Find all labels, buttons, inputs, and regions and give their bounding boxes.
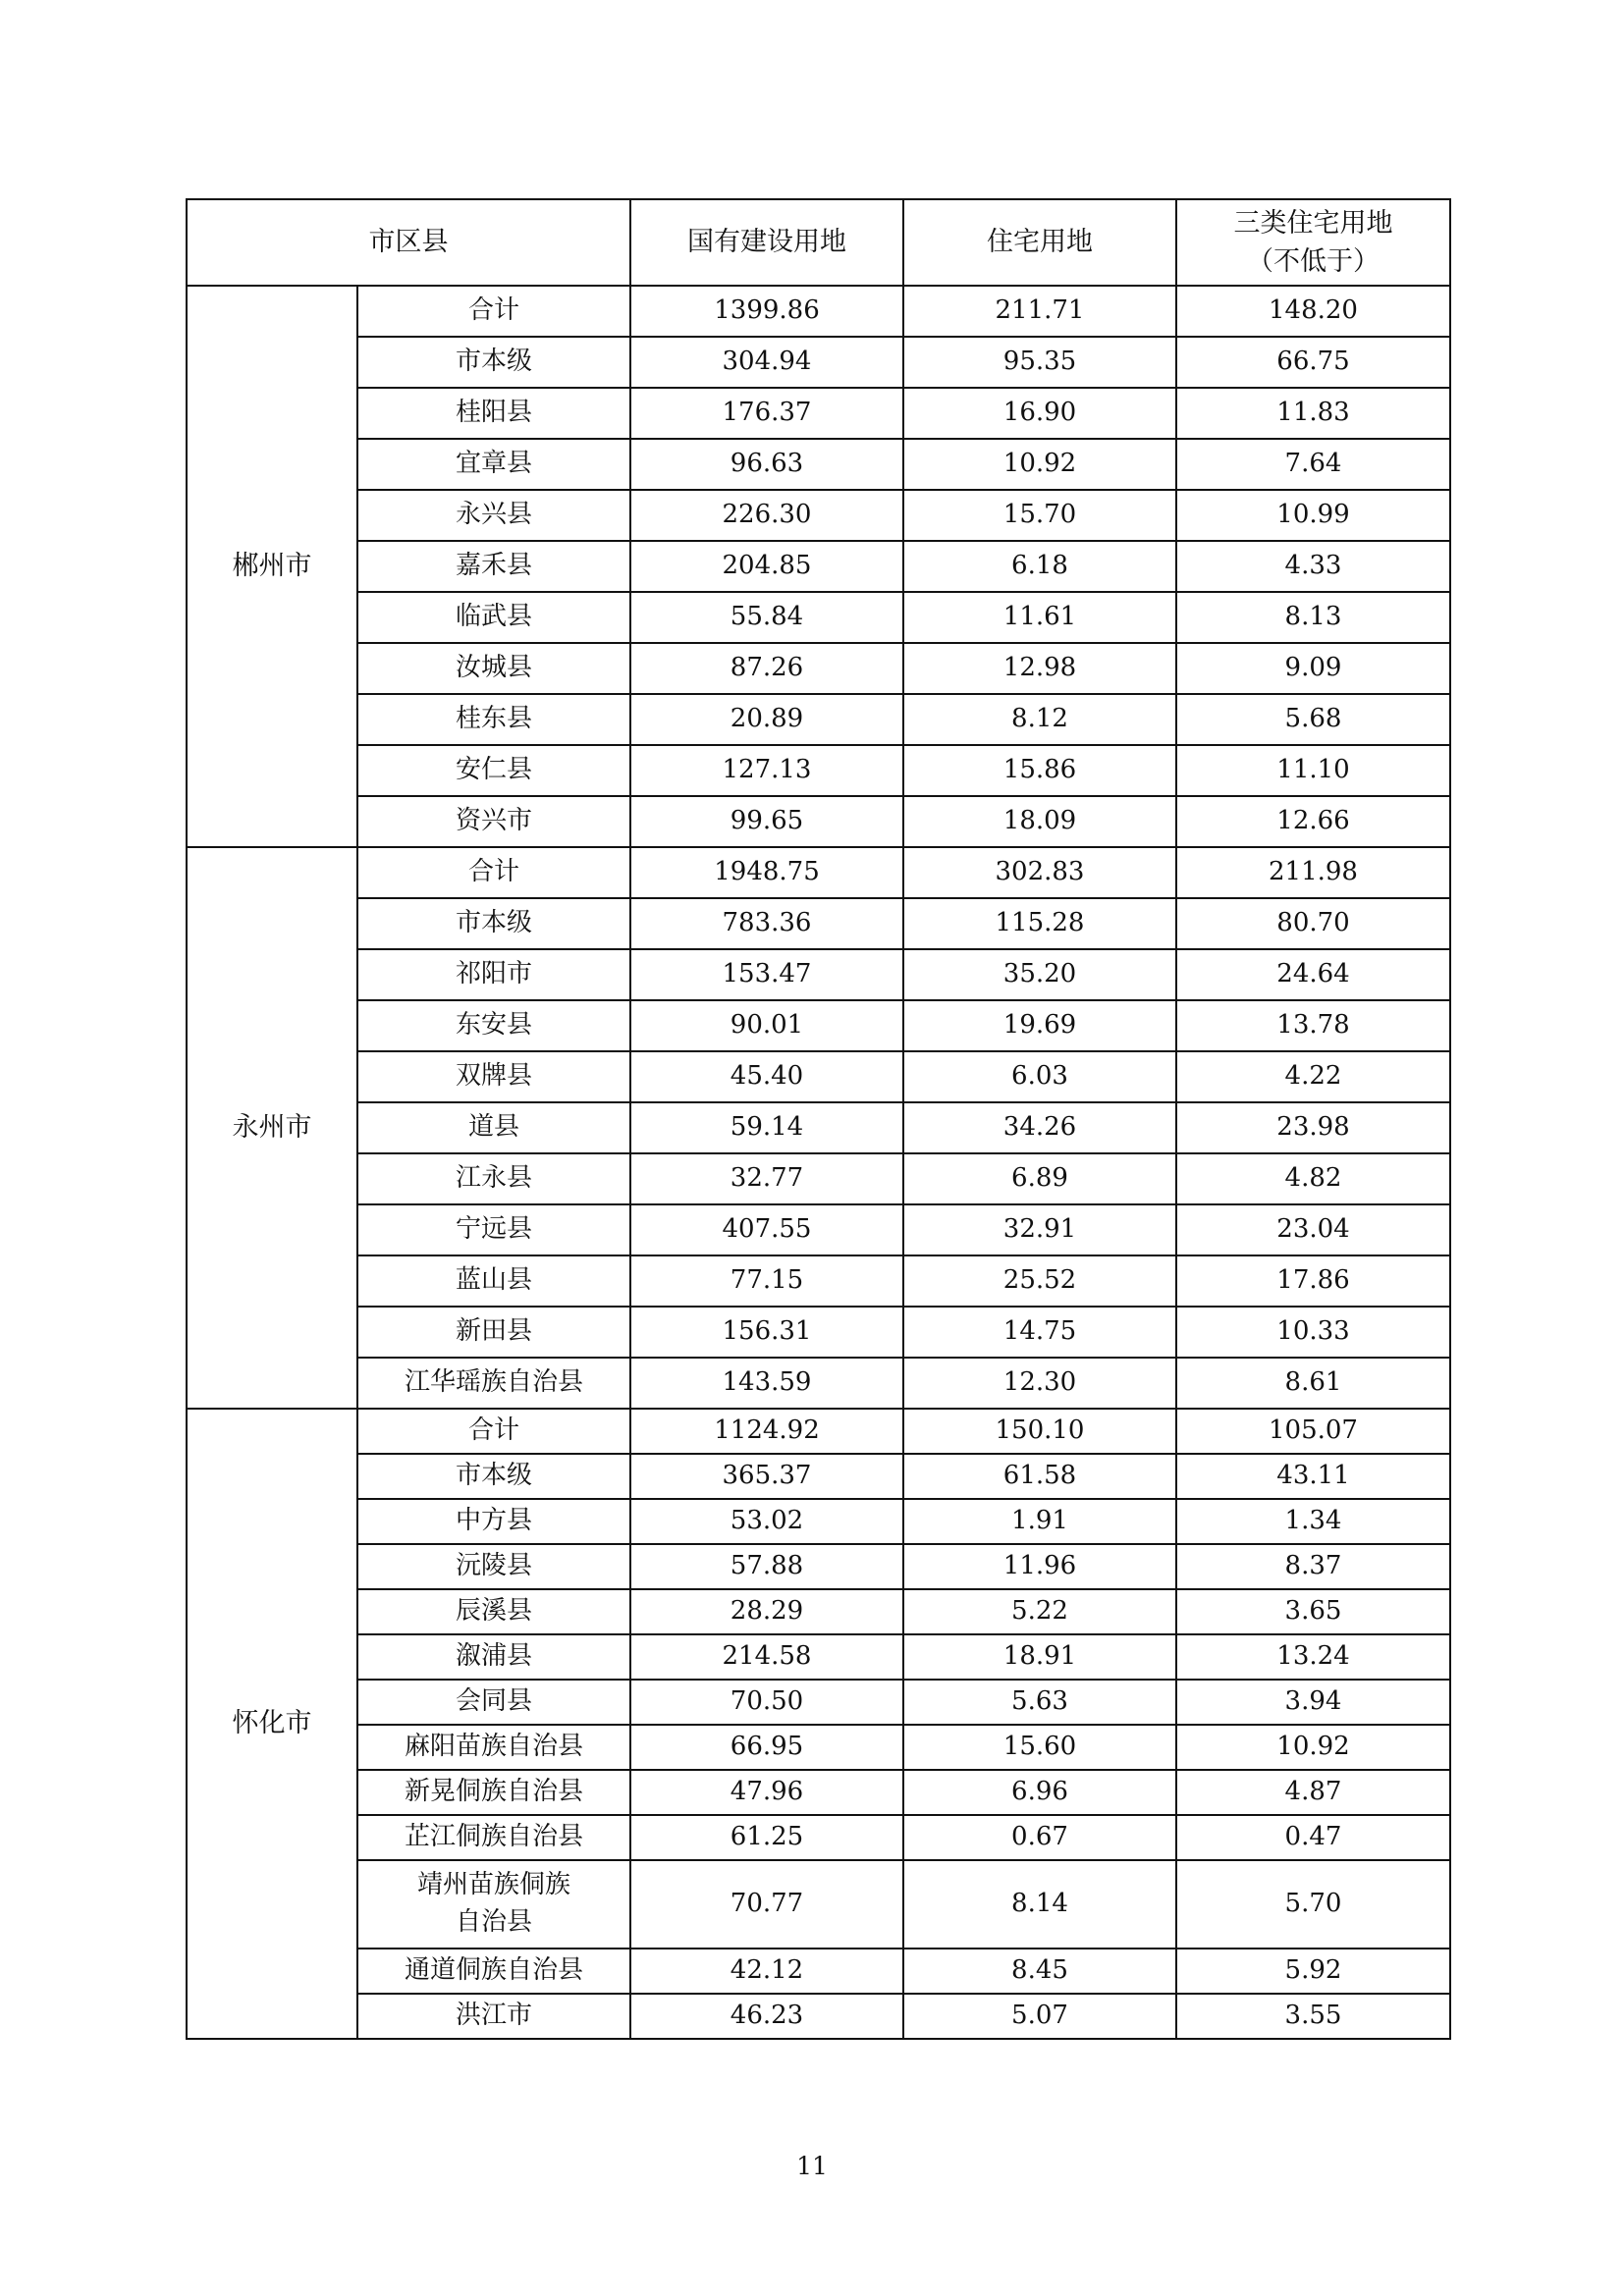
class3-residential-cell: 4.33 [1176,541,1450,592]
state-owned-cell: 53.02 [630,1499,903,1544]
residential-cell: 11.61 [903,592,1176,643]
table-row [187,796,1450,847]
state-owned-cell: 90.01 [630,1000,903,1051]
residential-cell: 32.91 [903,1204,1176,1255]
table-row [187,694,1450,745]
county-cell: 合计 [357,847,630,898]
class3-residential-cell: 211.98 [1176,847,1450,898]
state-owned-cell: 70.77 [630,1860,903,1949]
table-row [187,1051,1450,1102]
class3-residential-cell: 0.47 [1176,1815,1450,1860]
residential-cell: 6.18 [903,541,1176,592]
table-row [187,337,1450,388]
county-name-line1: 靖州苗族侗族 [416,1870,570,1900]
county-cell: 市本级 [357,337,630,388]
class3-residential-cell: 105.07 [1176,1409,1450,1454]
residential-cell: 8.45 [903,1949,1176,1994]
class3-residential-cell: 13.78 [1176,1000,1450,1051]
state-owned-cell: 96.63 [630,439,903,490]
table-row [187,592,1450,643]
class3-residential-cell: 10.33 [1176,1307,1450,1358]
residential-cell: 6.96 [903,1770,1176,1815]
table-row [187,1454,1450,1499]
table-row [187,643,1450,694]
class3-residential-cell: 3.55 [1176,1994,1450,2039]
residential-cell: 11.96 [903,1544,1176,1589]
state-owned-cell: 365.37 [630,1454,903,1499]
county-cell: 新田县 [357,1307,630,1358]
table-row [187,1949,1450,1994]
residential-cell: 12.98 [903,643,1176,694]
residential-cell: 1.91 [903,1499,1176,1544]
state-owned-cell: 156.31 [630,1307,903,1358]
county-cell: 江华瑶族自治县 [357,1358,630,1409]
county-cell: 安仁县 [357,745,630,796]
state-owned-cell: 66.95 [630,1725,903,1770]
table-row [187,490,1450,541]
residential-cell: 16.90 [903,388,1176,439]
residential-cell: 302.83 [903,847,1176,898]
county-cell: 资兴市 [357,796,630,847]
county-cell: 东安县 [357,1000,630,1051]
county-cell: 道县 [357,1102,630,1153]
class3-residential-cell: 43.11 [1176,1454,1450,1499]
residential-cell: 150.10 [903,1409,1176,1454]
county-cell: 沅陵县 [357,1544,630,1589]
class3-residential-cell: 80.70 [1176,898,1450,949]
residential-cell: 34.26 [903,1102,1176,1153]
residential-cell: 5.07 [903,1994,1176,2039]
table-row [187,898,1450,949]
table-row [187,1815,1450,1860]
header-class3-line2: （不低于） [1247,246,1380,277]
state-owned-cell: 28.29 [630,1589,903,1634]
class3-residential-cell: 13.24 [1176,1634,1450,1680]
table-row [187,1409,1450,1454]
table-row [187,1204,1450,1255]
table-row [187,541,1450,592]
table-row [187,1000,1450,1051]
county-cell: 中方县 [357,1499,630,1544]
state-owned-cell: 1399.86 [630,286,903,337]
residential-cell: 95.35 [903,337,1176,388]
county-cell: 嘉禾县 [357,541,630,592]
class3-residential-cell: 148.20 [1176,286,1450,337]
table-row [187,1589,1450,1634]
county-cell: 合计 [357,286,630,337]
state-owned-cell: 127.13 [630,745,903,796]
county-cell: 汝城县 [357,643,630,694]
table-row [187,1153,1450,1204]
table-row [187,1994,1450,2039]
residential-cell: 15.86 [903,745,1176,796]
state-owned-cell: 32.77 [630,1153,903,1204]
class3-residential-cell: 23.04 [1176,1204,1450,1255]
state-owned-cell: 59.14 [630,1102,903,1153]
state-owned-cell: 1124.92 [630,1409,903,1454]
class3-residential-cell: 4.87 [1176,1770,1450,1815]
county-cell: 桂阳县 [357,388,630,439]
residential-cell: 18.09 [903,796,1176,847]
class3-residential-cell: 10.92 [1176,1725,1450,1770]
class3-residential-cell: 12.66 [1176,796,1450,847]
city-cell: 郴州市 [187,286,357,847]
residential-cell: 5.63 [903,1680,1176,1725]
county-cell: 宁远县 [357,1204,630,1255]
state-owned-cell: 57.88 [630,1544,903,1589]
state-owned-cell: 77.15 [630,1255,903,1307]
land-supply-table [186,198,1451,2040]
state-owned-cell: 783.36 [630,898,903,949]
table-row [187,949,1450,1000]
class3-residential-cell: 11.10 [1176,745,1450,796]
county-cell: 临武县 [357,592,630,643]
residential-cell: 6.89 [903,1153,1176,1204]
residential-cell: 0.67 [903,1815,1176,1860]
class3-residential-cell: 4.82 [1176,1153,1450,1204]
county-name-line2: 自治县 [455,1907,532,1937]
state-owned-cell: 45.40 [630,1051,903,1102]
class3-residential-cell: 8.37 [1176,1544,1450,1589]
state-owned-cell: 70.50 [630,1680,903,1725]
table-row [187,439,1450,490]
table-row [187,1255,1450,1307]
table-row [187,286,1450,337]
table-row [187,1499,1450,1544]
county-cell: 市本级 [357,1454,630,1499]
state-owned-cell: 61.25 [630,1815,903,1860]
county-cell: 宜章县 [357,439,630,490]
table-row [187,1102,1450,1153]
class3-residential-cell: 66.75 [1176,337,1450,388]
county-cell: 通道侗族自治县 [357,1949,630,1994]
class3-residential-cell: 10.99 [1176,490,1450,541]
header-region: 市区县 [187,199,630,286]
county-cell: 麻阳苗族自治县 [357,1725,630,1770]
header-residential-land: 住宅用地 [903,199,1176,286]
header-class3-line1: 三类住宅用地 [1233,207,1393,239]
state-owned-cell: 176.37 [630,388,903,439]
class3-residential-cell: 8.61 [1176,1358,1450,1409]
table-body [187,286,1450,2039]
residential-cell: 5.22 [903,1589,1176,1634]
residential-cell: 25.52 [903,1255,1176,1307]
state-owned-cell: 1948.75 [630,847,903,898]
table-row [187,1680,1450,1725]
class3-residential-cell: 5.70 [1176,1860,1450,1949]
county-cell: 芷江侗族自治县 [357,1815,630,1860]
county-cell: 合计 [357,1409,630,1454]
class3-residential-cell: 3.94 [1176,1680,1450,1725]
residential-cell: 19.69 [903,1000,1176,1051]
county-cell: 祁阳市 [357,949,630,1000]
class3-residential-cell: 3.65 [1176,1589,1450,1634]
class3-residential-cell: 17.86 [1176,1255,1450,1307]
class3-residential-cell: 4.22 [1176,1051,1450,1102]
residential-cell: 115.28 [903,898,1176,949]
header-state-owned-land: 国有建设用地 [630,199,903,286]
state-owned-cell: 304.94 [630,337,903,388]
state-owned-cell: 47.96 [630,1770,903,1815]
table-row [187,847,1450,898]
table-row [187,1544,1450,1589]
class3-residential-cell: 11.83 [1176,388,1450,439]
residential-cell: 8.14 [903,1860,1176,1949]
residential-cell: 6.03 [903,1051,1176,1102]
table-row [187,1770,1450,1815]
county-cell: 蓝山县 [357,1255,630,1307]
state-owned-cell: 55.84 [630,592,903,643]
county-cell: 辰溪县 [357,1589,630,1634]
county-cell: 桂东县 [357,694,630,745]
class3-residential-cell: 23.98 [1176,1102,1450,1153]
residential-cell: 211.71 [903,286,1176,337]
class3-residential-cell: 5.92 [1176,1949,1450,1994]
state-owned-cell: 143.59 [630,1358,903,1409]
state-owned-cell: 214.58 [630,1634,903,1680]
residential-cell: 18.91 [903,1634,1176,1680]
table-row [187,745,1450,796]
table-row [187,1860,1450,1949]
class3-residential-cell: 7.64 [1176,439,1450,490]
state-owned-cell: 99.65 [630,796,903,847]
city-cell: 永州市 [187,847,357,1409]
class3-residential-cell: 8.13 [1176,592,1450,643]
header-class3-residential-land [1176,199,1450,286]
page-number: 11 [796,2152,828,2180]
residential-cell: 8.12 [903,694,1176,745]
table-row [187,1634,1450,1680]
county-cell: 新晃侗族自治县 [357,1770,630,1815]
residential-cell: 14.75 [903,1307,1176,1358]
county-cell: 永兴县 [357,490,630,541]
county-cell [357,1860,630,1949]
class3-residential-cell: 9.09 [1176,643,1450,694]
state-owned-cell: 42.12 [630,1949,903,1994]
state-owned-cell: 226.30 [630,490,903,541]
table-row [187,1358,1450,1409]
state-owned-cell: 20.89 [630,694,903,745]
class3-residential-cell: 5.68 [1176,694,1450,745]
state-owned-cell: 407.55 [630,1204,903,1255]
table-row [187,1725,1450,1770]
residential-cell: 12.30 [903,1358,1176,1409]
residential-cell: 15.60 [903,1725,1176,1770]
state-owned-cell: 153.47 [630,949,903,1000]
county-cell: 双牌县 [357,1051,630,1102]
residential-cell: 10.92 [903,439,1176,490]
residential-cell: 15.70 [903,490,1176,541]
state-owned-cell: 46.23 [630,1994,903,2039]
class3-residential-cell: 1.34 [1176,1499,1450,1544]
county-cell: 江永县 [357,1153,630,1204]
county-cell: 市本级 [357,898,630,949]
table-row [187,1307,1450,1358]
county-cell: 会同县 [357,1680,630,1725]
header-row [187,199,1450,286]
county-cell: 溆浦县 [357,1634,630,1680]
state-owned-cell: 204.85 [630,541,903,592]
table-row [187,388,1450,439]
county-cell: 洪江市 [357,1994,630,2039]
state-owned-cell: 87.26 [630,643,903,694]
residential-cell: 61.58 [903,1454,1176,1499]
residential-cell: 35.20 [903,949,1176,1000]
class3-residential-cell: 24.64 [1176,949,1450,1000]
city-cell: 怀化市 [187,1409,357,2039]
